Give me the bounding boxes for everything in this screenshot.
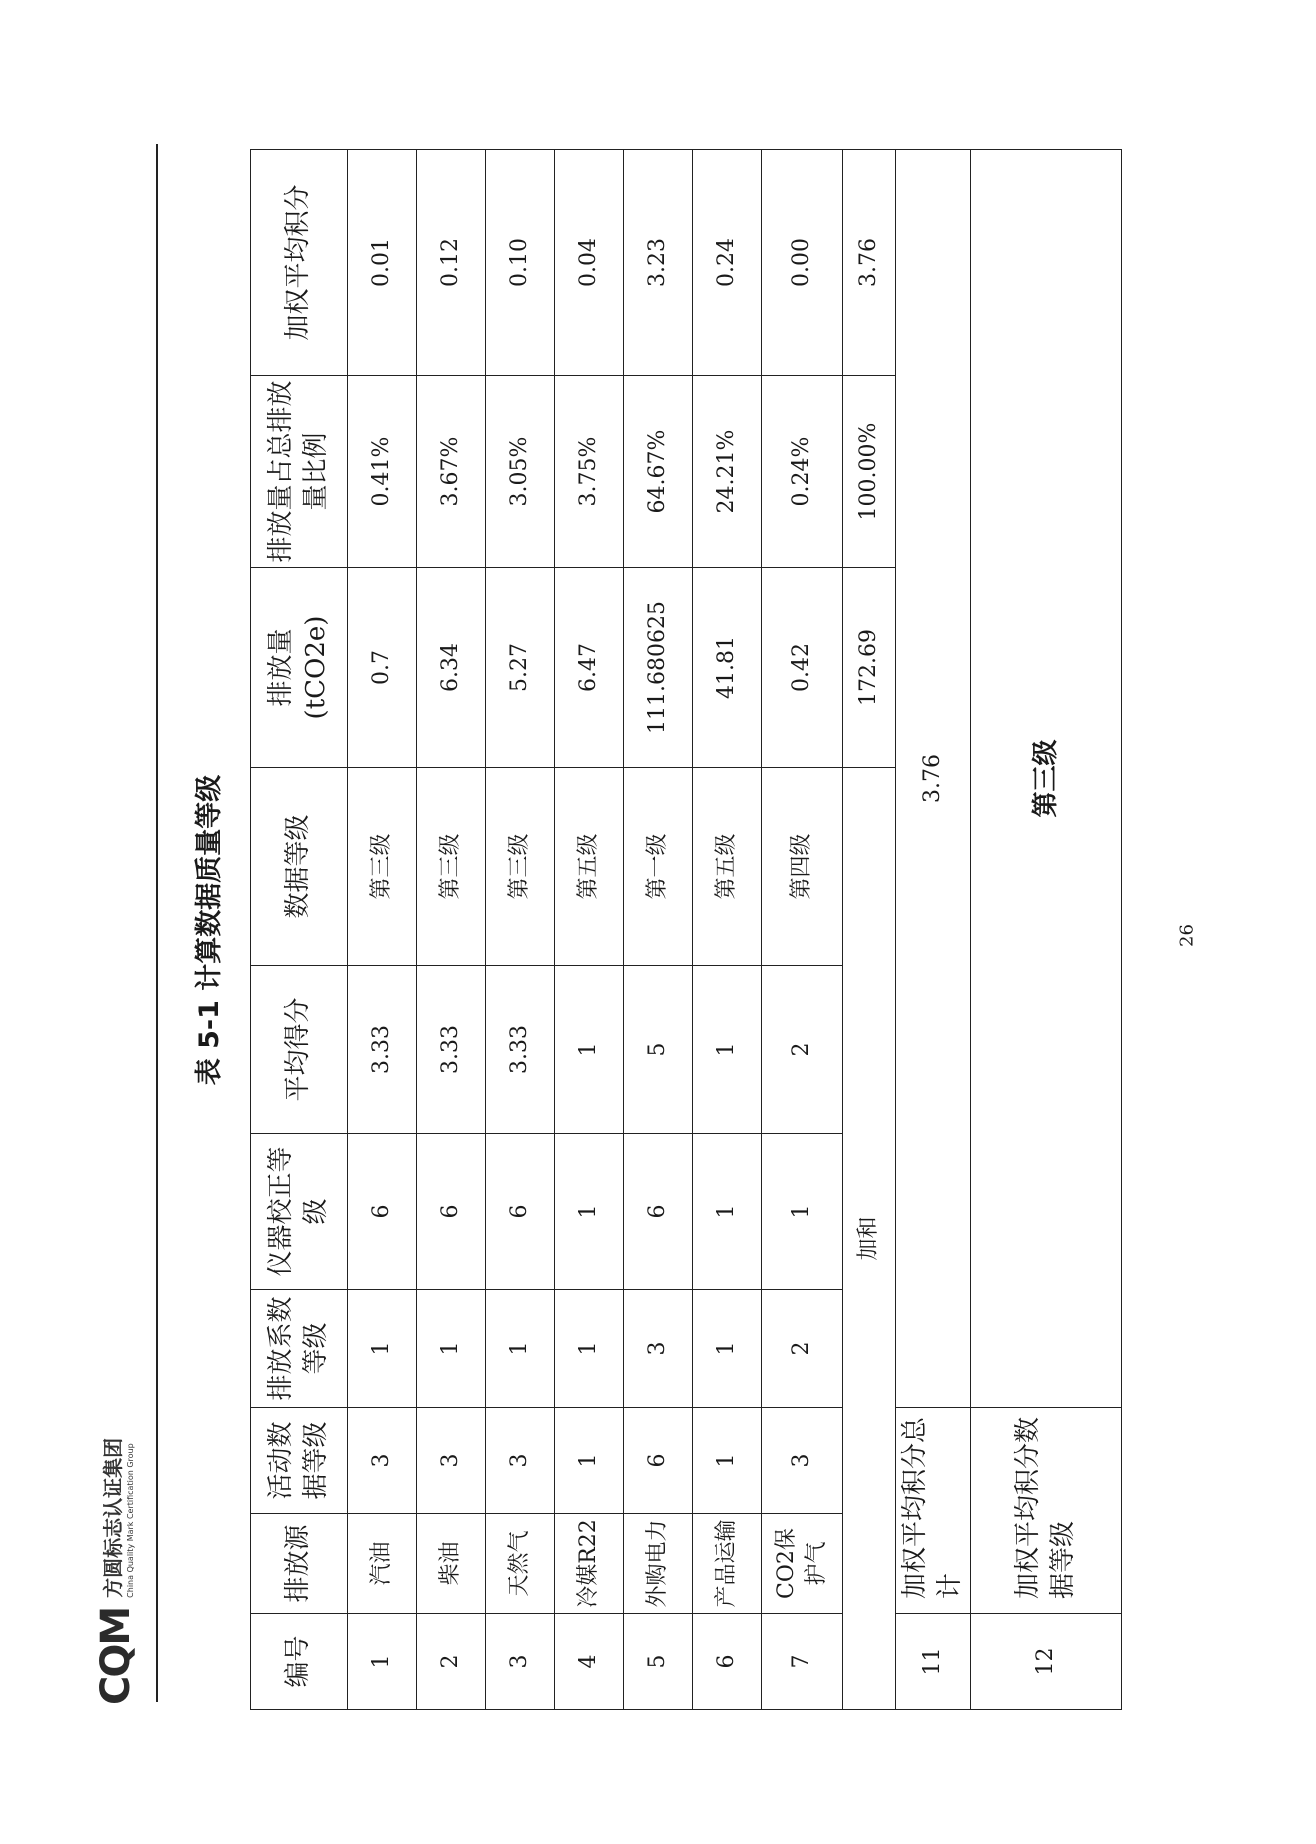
table-cell: 3.33 (348, 966, 417, 1134)
header-cell: 加权平均积分 (251, 150, 348, 376)
table-row (762, 150, 843, 1710)
table-cell: 第五级 (693, 768, 762, 966)
header-emission-unit: (tCO2e) (301, 615, 331, 720)
table-cell: 1 (348, 1614, 417, 1710)
table-cell: 2 (762, 966, 843, 1134)
table-cell: 0.00 (762, 150, 843, 376)
table-cell: 0.12 (417, 150, 486, 376)
table-cell: 24.21% (693, 376, 762, 568)
table-row (417, 150, 486, 1710)
table-cell: 1 (693, 1408, 762, 1514)
table-cell: 天然气 (486, 1514, 555, 1614)
header-cell: 编号 (251, 1614, 348, 1710)
table-cell: 汽油 (348, 1514, 417, 1614)
table-cell: 1 (486, 1290, 555, 1408)
logo (93, 1365, 139, 1705)
table-cell: 0.01 (348, 150, 417, 376)
table-cell: 外购电力 (624, 1514, 693, 1614)
header-cell: 排放系数等级 (251, 1290, 348, 1408)
row-11-number: 11 (896, 1614, 971, 1710)
table-cell: 3 (624, 1290, 693, 1408)
table-cell: 1 (762, 1134, 843, 1290)
table-row (348, 150, 417, 1710)
sum-emission: 172.69 (843, 568, 896, 768)
table-cell: 0.41% (348, 376, 417, 568)
rotated-content (190, 150, 1079, 1710)
table-row (555, 150, 624, 1710)
table-cell: 5.27 (486, 568, 555, 768)
table-row (693, 150, 762, 1710)
table-header-row (251, 150, 348, 1710)
table-cell: 1 (555, 966, 624, 1134)
cqm-logo-icon: CQM (93, 1607, 139, 1705)
logo-name-en: China Quality Mark Certification Group (126, 1443, 135, 1598)
table-cell: 1 (555, 1408, 624, 1514)
header-cell: 活动数据等级 (251, 1408, 348, 1514)
table-cell: 1 (417, 1290, 486, 1408)
table-cell: 柴油 (417, 1514, 486, 1614)
table-cell: 7 (762, 1614, 843, 1710)
table-cell: 第一级 (624, 768, 693, 966)
table-cell: 6 (624, 1134, 693, 1290)
row-12-value: 第三级 (971, 150, 1122, 1408)
table-cell: 第四级 (762, 768, 843, 966)
table-cell: 6.34 (417, 568, 486, 768)
table-cell: 3 (417, 1408, 486, 1514)
table-cell: 0.24% (762, 376, 843, 568)
row-11-value: 3.76 (896, 150, 971, 1408)
table-caption: 表 5-1 计算数据质量等级 (194, 774, 225, 1086)
row-12-label: 加权平均积分数据等级 (971, 1408, 1122, 1614)
table-cell: 3.75% (555, 376, 624, 568)
sum-ratio: 100.00% (843, 376, 896, 568)
table-cell: 0.7 (348, 568, 417, 768)
table-cell: CO2保护气 (762, 1514, 843, 1614)
table-cell: 0.04 (555, 150, 624, 376)
table-cell: 6 (693, 1614, 762, 1710)
table-cell: 3 (486, 1408, 555, 1514)
table-cell: 第三级 (348, 768, 417, 966)
table-cell: 1 (693, 1290, 762, 1408)
table-cell: 6.47 (555, 568, 624, 768)
header-emission-label: 排放量 (265, 628, 296, 707)
table-cell: 2 (417, 1614, 486, 1710)
sum-label: 加和 (843, 768, 896, 1710)
row-12 (971, 150, 1122, 1710)
table-row (624, 150, 693, 1710)
table-cell: 3 (486, 1614, 555, 1710)
table-cell: 64.67% (624, 376, 693, 568)
table-cell: 3.05% (486, 376, 555, 568)
page-number-text: 26 (1176, 924, 1198, 947)
header-cell-emission (251, 568, 348, 768)
header-cell: 数据等级 (251, 768, 348, 966)
table-cell: 第三级 (417, 768, 486, 966)
table-cell: 0.10 (486, 150, 555, 376)
table-cell: 1 (693, 966, 762, 1134)
table-cell: 6 (624, 1408, 693, 1514)
header-cell: 平均得分 (251, 966, 348, 1134)
table-cell: 3 (762, 1408, 843, 1514)
header-cell: 仪器校正等级 (251, 1134, 348, 1290)
table-cell: 第五级 (555, 768, 624, 966)
table-cell: 1 (555, 1134, 624, 1290)
table-cell: 3 (348, 1408, 417, 1514)
table-cell: 3.67% (417, 376, 486, 568)
table-cell: 5 (624, 966, 693, 1134)
table-cell: 0.42 (762, 568, 843, 768)
header-cell: 排放源 (251, 1514, 348, 1614)
table-cell: 3.33 (417, 966, 486, 1134)
sum-row (843, 150, 896, 1710)
table-cell: 6 (486, 1134, 555, 1290)
table-cell: 6 (417, 1134, 486, 1290)
table-cell: 6 (348, 1134, 417, 1290)
table-cell: 0.24 (693, 150, 762, 376)
table-cell: 1 (693, 1134, 762, 1290)
table-cell: 第三级 (486, 768, 555, 966)
table-cell: 1 (555, 1290, 624, 1408)
row-12-number: 12 (971, 1614, 1122, 1710)
table-cell: 1 (348, 1290, 417, 1408)
header-cell: 排放量占总排放量比例 (251, 376, 348, 568)
table-cell: 5 (624, 1614, 693, 1710)
table-cell: 2 (762, 1290, 843, 1408)
page-frame-line (156, 144, 158, 1702)
table-cell: 产品运输 (693, 1514, 762, 1614)
table-cell: 41.81 (693, 568, 762, 768)
row-11-label: 加权平均积分总计 (896, 1408, 971, 1614)
table-cell: 冷媒R22 (555, 1514, 624, 1614)
table-cell: 4 (555, 1614, 624, 1710)
page-number (1172, 925, 1202, 965)
table-cell: 3.23 (624, 150, 693, 376)
table-cell: 111.680625 (624, 568, 693, 768)
table-cell: 3.33 (486, 966, 555, 1134)
table-row (486, 150, 555, 1710)
data-quality-table (250, 149, 1122, 1710)
row-11 (896, 150, 971, 1710)
logo-name-cn: 方圆标志认证集团 (101, 1437, 125, 1598)
sum-weighted: 3.76 (843, 150, 896, 376)
